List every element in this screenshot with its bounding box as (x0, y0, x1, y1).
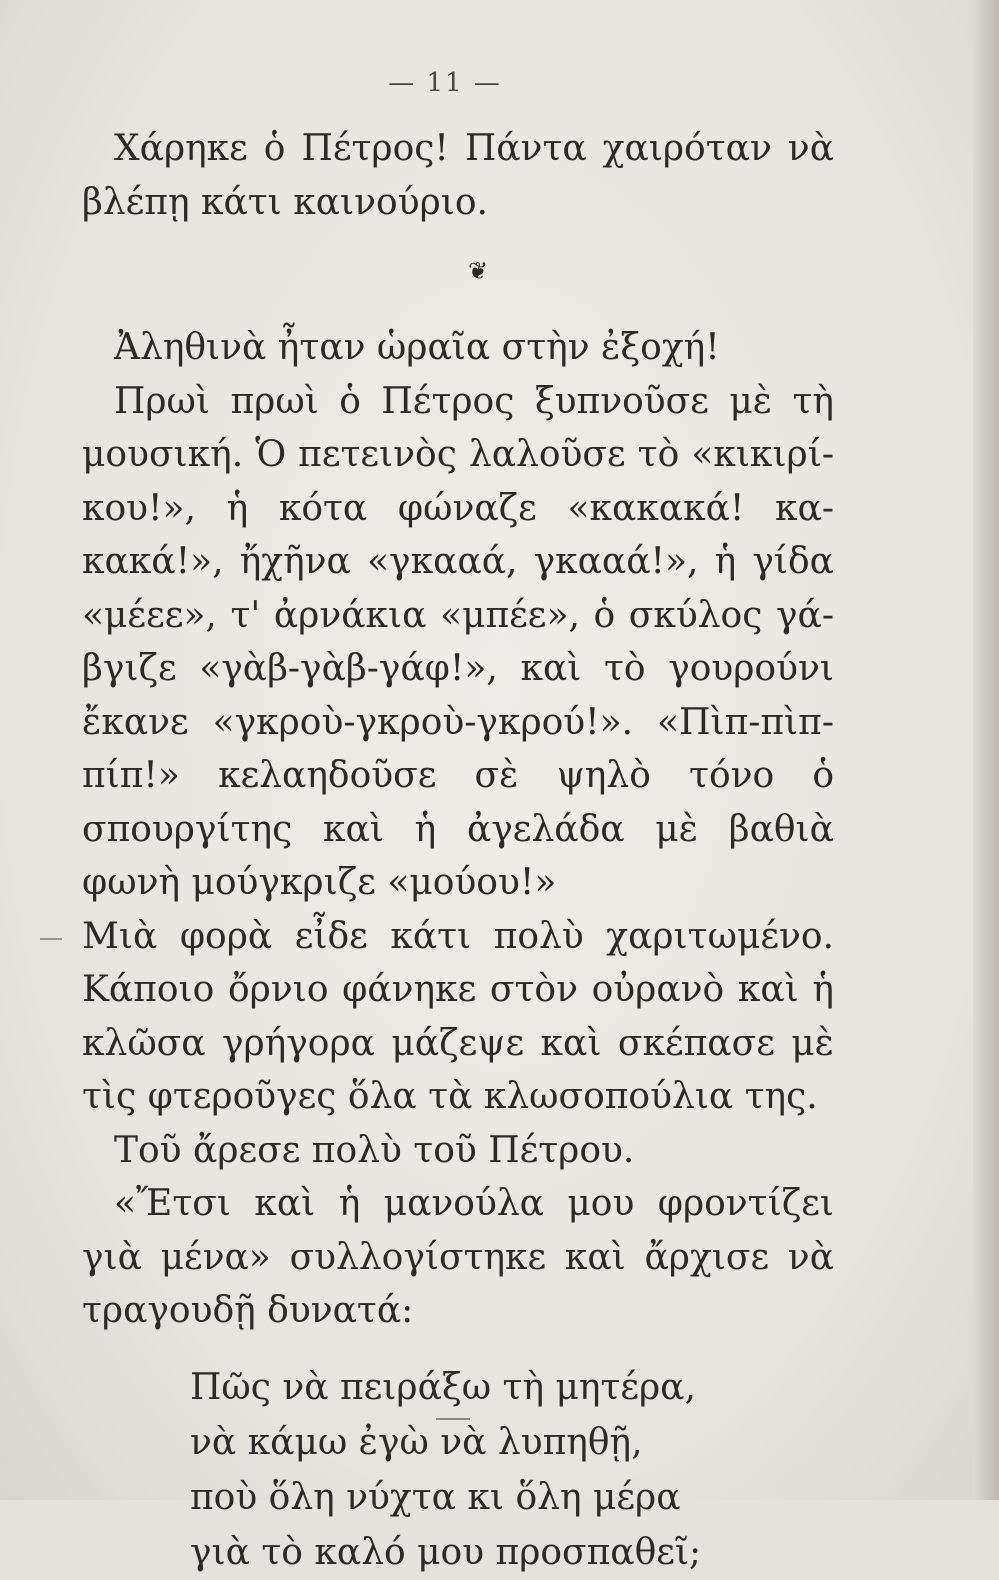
body-text (82, 122, 834, 1580)
ornament-icon: ❦ (467, 257, 489, 285)
paragraph-4: Μιὰ φορὰ εἶδε κάτι πολὺ χαριτωμένο. Κάποιο ὄρνιο φάνηκε στὸν οὐρανὸ καὶ ἡ κλῶσα γρήγορα μάζεψε καὶ σκέπασε μὲ τὶς φτεροῦγες ὅλα τὰ κλωσοπούλια της. (82, 915, 834, 1117)
paragraph-1: Χάρηκε ὁ Πέτρος! Πάντα χαιρόταν νὰ βλέπῃ κάτι καινούριο. (82, 128, 834, 223)
margin-mark (40, 938, 62, 940)
paragraph-5: Τοῦ ἄρεσε πολὺ τοῦ Πέτρου. (114, 1129, 635, 1171)
poem-line: νὰ κάμω ἐγὼ νὰ λυπηθῇ, (190, 1421, 643, 1463)
poem-line: ποὺ ὅλη νύχτα κι ὅλη μέρα (190, 1476, 681, 1518)
poem-line: γιὰ τὸ καλό μου προσπαθεῖ; (190, 1531, 702, 1573)
bottom-mark (436, 1418, 470, 1420)
paragraph-3: Πρωὶ πρωὶ ὁ Πέτρος ξυπνοῦσε μὲ τὴ μουσική. Ὁ πετεινὸς λαλοῦσε τὸ «κικιρίκου!», ἡ κότα φώναζε «κακακά! κακακά!», ἤχῆνα «γκααά, γκααά!», ἡ γίδα «μέεε», τ' ἀρνάκια «μπέε», ὁ σκύλος γάβγιζε «γὰβ-γὰβ-γάφ!», καὶ τὸ γουρούνι ἔκανε «γκροὺ-γκροὺ-γκρού!». «Πὶπ-πὶπ-πίπ!» κελαηδοῦσε σὲ ψηλὸ τόνο ὁ σπουργίτης καὶ ἡ ἀγελάδα μὲ βαθιὰ φωνὴ μούγκριζε «μούου!» (82, 380, 834, 903)
paragraph-6: «Ἔτσι καὶ ἡ μανούλα μου φροντίζει γιὰ μένα» συλλογίστηκε καὶ ἄρχισε νὰ τραγουδῇ δυνατά: (82, 1183, 834, 1331)
page-edge-shadow (973, 0, 999, 1500)
poem (82, 1360, 834, 1580)
poem-line: Πῶς νὰ πειράξω τὴ μητέρα, (190, 1366, 696, 1408)
page-number: — 11 — (388, 68, 502, 98)
paragraph-2: Ἀληθινὰ ἦταν ὡραῖα στὴν ἐξοχή! (114, 327, 720, 368)
